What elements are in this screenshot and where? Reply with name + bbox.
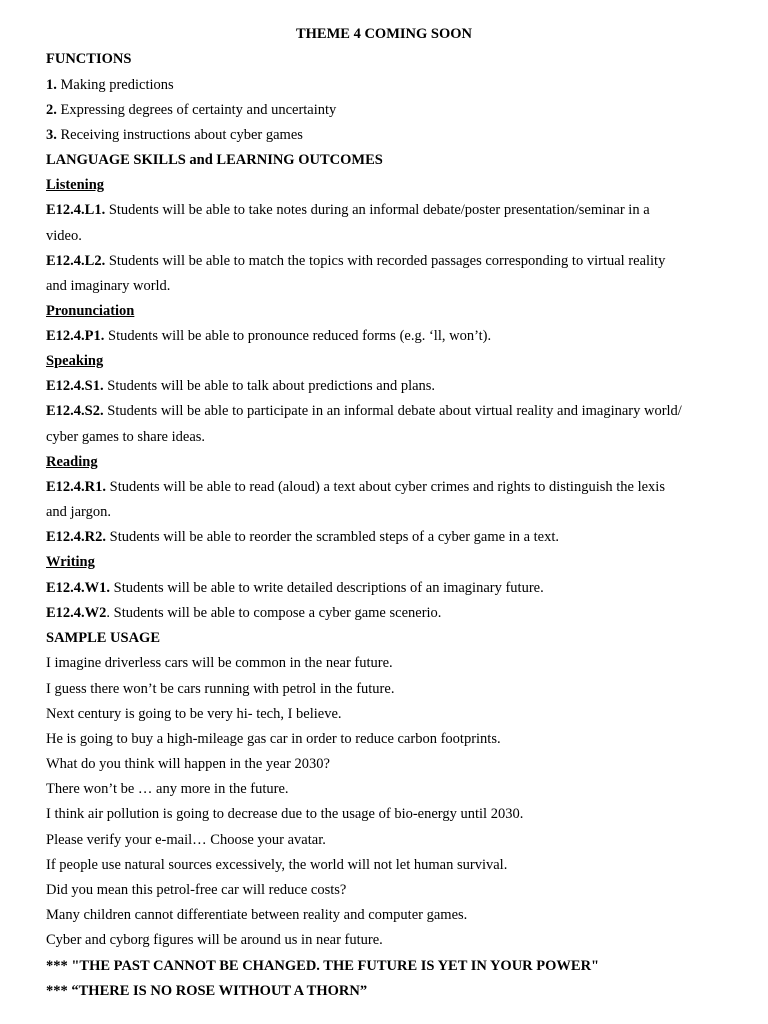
sample-heading: SAMPLE USAGE bbox=[46, 630, 161, 646]
listening-heading: Listening bbox=[46, 177, 105, 193]
sample-line: Please verify your e-mail… Choose your avatar. bbox=[46, 832, 326, 848]
quote-1: *** "THE PAST CANNOT BE CHANGED. THE FUTURE IS YET IN YOUR POWER" bbox=[46, 958, 600, 974]
sample-line: Next century is going to be very hi- tech, I believe. bbox=[46, 706, 342, 722]
outcome-s2: E12.4.S2. Students will be able to participate in an informal debate about virtual reality and imaginary world/ bbox=[46, 403, 682, 419]
outcome-w1: E12.4.W1. Students will be able to write detailed descriptions of an imaginary future. bbox=[46, 580, 544, 596]
sample-line: He is going to buy a high-mileage gas car in order to reduce carbon footprints. bbox=[46, 731, 501, 747]
sample-line: If people use natural sources excessively, the world will not let human survival. bbox=[46, 857, 508, 873]
pronunciation-heading: Pronunciation bbox=[46, 303, 135, 319]
function-item-1: 1. Making predictions bbox=[46, 77, 174, 93]
skills-heading: LANGUAGE SKILLS and LEARNING OUTCOMES bbox=[46, 152, 383, 168]
page-title: THEME 4 COMING SOON bbox=[295, 26, 473, 42]
functions-heading: FUNCTIONS bbox=[46, 51, 132, 67]
function-item-3: 3. Receiving instructions about cyber games bbox=[46, 127, 303, 143]
speaking-heading: Speaking bbox=[46, 353, 104, 369]
sample-line: I guess there won’t be cars running with petrol in the future. bbox=[46, 681, 395, 697]
outcome-r1-cont: and jargon. bbox=[46, 504, 111, 520]
writing-heading: Writing bbox=[46, 554, 95, 570]
outcome-l2-cont: and imaginary world. bbox=[46, 278, 171, 294]
sample-line: Cyber and cyborg figures will be around us in near future. bbox=[46, 932, 383, 948]
outcome-l2: E12.4.L2. Students will be able to match the topics with recorded passages corresponding to virtual reality bbox=[46, 253, 666, 269]
outcome-l1: E12.4.L1. Students will be able to take notes during an informal debate/poster presentation/seminar in a bbox=[46, 202, 650, 218]
reading-heading: Reading bbox=[46, 454, 98, 470]
sample-line: I think air pollution is going to decrease due to the usage of bio-energy until 2030. bbox=[46, 806, 524, 822]
outcome-p1: E12.4.P1. Students will be able to pronounce reduced forms (e.g. ‘ll, won’t). bbox=[46, 328, 492, 344]
sample-line: What do you think will happen in the year 2030? bbox=[46, 756, 330, 772]
quote-2: *** “THERE IS NO ROSE WITHOUT A THORN” bbox=[46, 983, 368, 999]
sample-line: There won’t be … any more in the future. bbox=[46, 781, 289, 797]
outcome-l1-cont: video. bbox=[46, 228, 82, 244]
outcome-s1: E12.4.S1. Students will be able to talk about predictions and plans. bbox=[46, 378, 436, 394]
function-item-2: 2. Expressing degrees of certainty and uncertainty bbox=[46, 102, 337, 118]
outcome-r2: E12.4.R2. Students will be able to reorder the scrambled steps of a cyber game in a text. bbox=[46, 529, 560, 545]
sample-line: Many children cannot differentiate between reality and computer games. bbox=[46, 907, 468, 923]
outcome-r1: E12.4.R1. Students will be able to read (aloud) a text about cyber crimes and rights to distinguish the lexis bbox=[46, 479, 665, 495]
sample-line: Did you mean this petrol-free car will reduce costs? bbox=[46, 882, 347, 898]
sample-line: I imagine driverless cars will be common in the near future. bbox=[46, 655, 393, 671]
outcome-s2-cont: cyber games to share ideas. bbox=[46, 429, 206, 445]
outcome-w2: E12.4.W2. Students will be able to compose a cyber game scenerio. bbox=[46, 605, 442, 621]
